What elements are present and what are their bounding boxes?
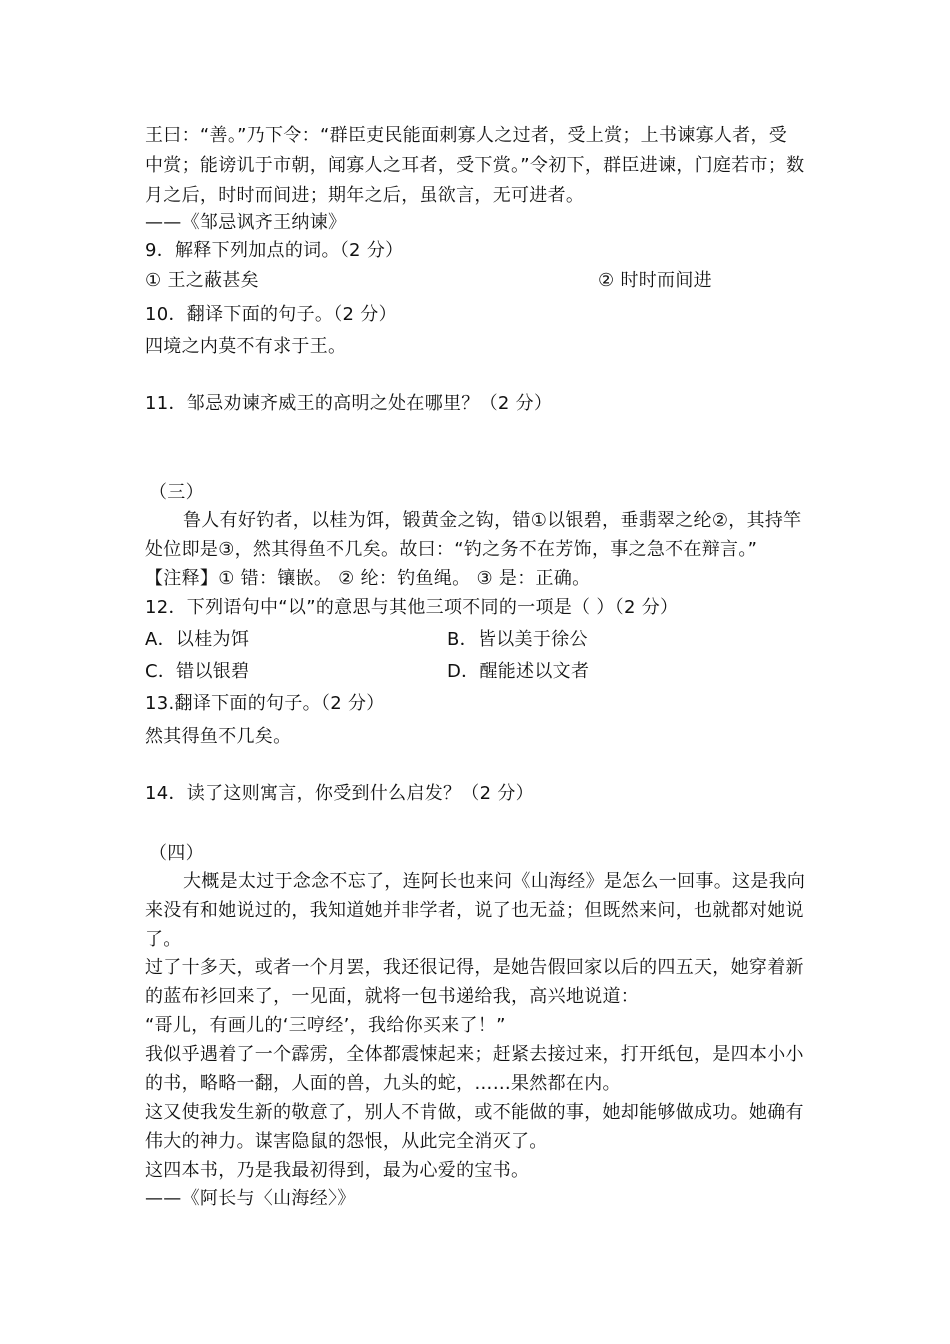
section3-line-1: 鲁人有好钓者，以桂为饵，锻黄金之钩，错①以银碧，垂翡翠之纶②，其持竿 [183, 510, 802, 531]
q10-stem: 10．翻译下面的句子。（2 分） [145, 304, 397, 325]
q14-stem: 14．读了这则寓言，你受到什么启发？（2 分） [145, 783, 534, 804]
section4-line-3: 了。 [145, 929, 182, 950]
passage2-line-1: 王曰：“善。”乃下令：“群臣吏民能面刺寡人之过者，受上赏；上书谏寡人者，受 [145, 125, 788, 146]
section4-line-7: 我似乎遇着了一个霹雳，全体都震悚起来；赶紧去接过来，打开纸包，是四本小小 [145, 1044, 804, 1065]
q12-option-d: D．醒能述以文者 [447, 661, 590, 682]
q12-stem: 12．下列语句中“以”的意思与其他三项不同的一项是（ ）（2 分） [145, 597, 679, 618]
section4-line-1: 大概是太过于念念不忘了，连阿长也来问《山海经》是怎么一回事。这是我向 [183, 871, 806, 892]
q13-stem: 13.翻译下面的句子。（2 分） [145, 693, 385, 714]
q9-item-1: ① 王之蔽甚矣 [145, 270, 259, 291]
section4-line-10: 伟大的神力。谋害隐鼠的怨恨，从此完全消灭了。 [145, 1131, 548, 1152]
section3-heading: （三） [149, 482, 204, 503]
q12-option-c: C．错以银碧 [145, 661, 250, 682]
section4-line-2: 来没有和她说过的，我知道她并非学者，说了也无益；但既然来问，也就都对她说 [145, 900, 804, 921]
q9-stem: 9．解释下列加点的词。（2 分） [145, 240, 404, 261]
section3-line-2: 处位即是③，然其得鱼不几矣。故曰：“钓之务不在芳饰，事之急不在辩言。” [145, 539, 758, 560]
section3-note: 【注释】① 错：镶嵌。 ② 纶：钓鱼绳。 ③ 是：正确。 [145, 568, 591, 589]
q12-option-b: B．皆以美于徐公 [447, 629, 588, 650]
section4-line-5: 的蓝布衫回来了，一见面，就将一包书递给我，高兴地说道： [145, 986, 640, 1007]
section4-source: ——《阿长与〈山海经〉》 [145, 1188, 356, 1209]
q12-option-a: A．以桂为饵 [145, 629, 250, 650]
passage2-source: ——《邹忌讽齐王纳谏》 [145, 212, 347, 233]
passage2-line-3: 月之后，时时而间进；期年之后，虽欲言，无可进者。 [145, 185, 585, 206]
q11-stem: 11．邹忌劝谏齐威王的高明之处在哪里？（2 分） [145, 393, 553, 414]
section4-heading: （四） [149, 843, 204, 864]
section4-line-9: 这又使我发生新的敬意了，别人不肯做，或不能做的事，她却能够做成功。她确有 [145, 1102, 804, 1123]
q9-item-2: ② 时时而间进 [598, 270, 712, 291]
q10-sentence: 四境之内莫不有求于王。 [145, 336, 347, 357]
section4-line-8: 的书，略略一翻，人面的兽，九头的蛇，……果然都在内。 [145, 1073, 621, 1094]
section4-line-11: 这四本书，乃是我最初得到，最为心爱的宝书。 [145, 1160, 530, 1181]
q13-sentence: 然其得鱼不几矣。 [145, 726, 292, 747]
section4-line-6: “哥儿，有画儿的‘三哼经’，我给你买来了！” [145, 1015, 506, 1036]
section4-line-4: 过了十多天，或者一个月罢，我还很记得，是她告假回家以后的四五天，她穿着新 [145, 957, 804, 978]
passage2-line-2: 中赏；能谤讥于市朝，闻寡人之耳者，受下赏。”令初下，群臣进谏，门庭若市；数 [145, 155, 805, 176]
